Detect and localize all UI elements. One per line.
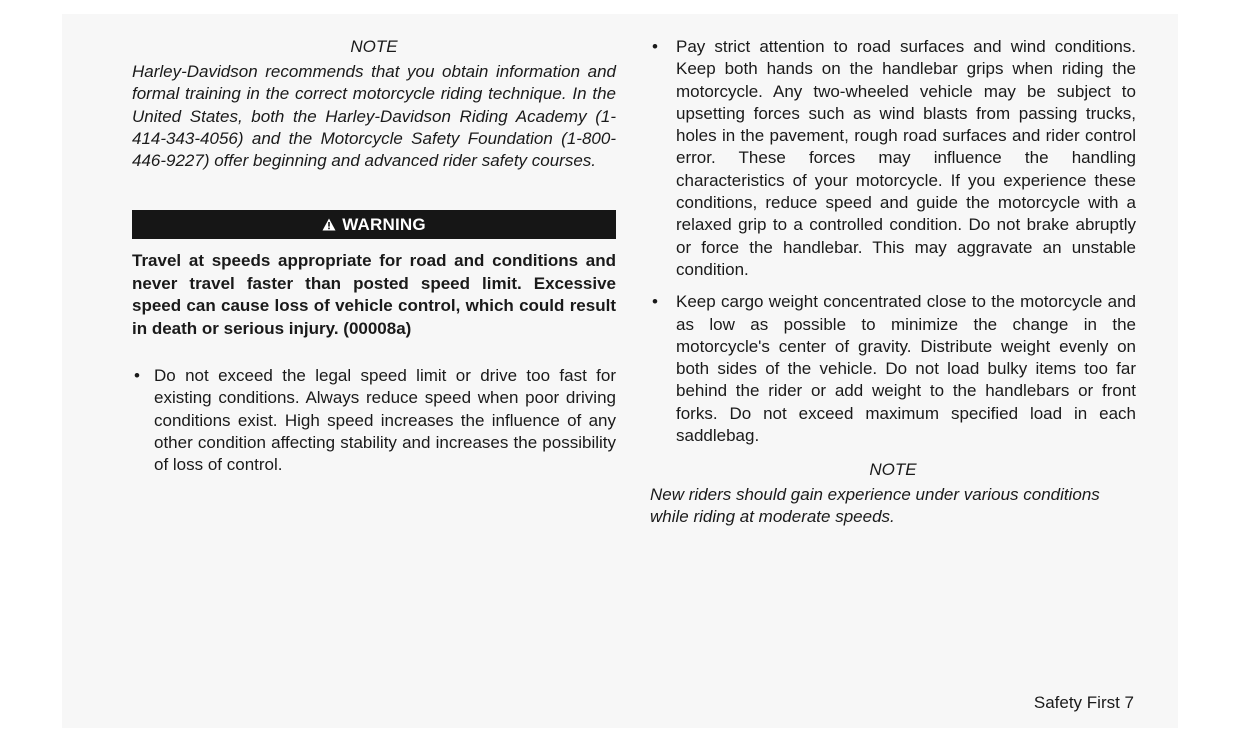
warning-triangle-icon — [322, 218, 336, 231]
warning-message: Travel at speeds appropriate for road and conditions and never travel faster than posted speed limit. Excessive speed can cause loss of vehicle control, which could result in death or serious injury. (00008a) — [132, 251, 616, 338]
list-item — [650, 291, 1136, 447]
bullet-icon: • — [652, 37, 658, 56]
note-heading: NOTE — [350, 37, 398, 56]
right-bullet-list — [650, 36, 1136, 447]
closing-note — [650, 459, 1136, 529]
note-body: Harley-Davidson recommends that you obtain information and formal training in the correct motorcycle riding technique. In the United States, both the Harley-Davidson Riding Academy (1-414-343-4056) and the Motorcycle Safety Foundation (1-800-446-9227) offer beginning and advanced rider safety courses. — [132, 62, 616, 171]
bullet-text: Keep cargo weight concentrated close to the motorcycle and as low as possible to minimize the change in the motorcycle's center of gravity. Distribute weight evenly on both sides of the vehicle. Do not load bulky items too far behind the rider or add weight to the handlebars or front forks. Do not exceed maximum specified load in each saddlebag. — [676, 292, 1136, 446]
note-body: New riders should gain experience under various conditions while riding at moderate speeds. — [650, 485, 1100, 527]
list-item — [650, 36, 1136, 281]
page-footer: Safety First 7 — [1033, 693, 1134, 712]
warning-label: WARNING — [342, 214, 426, 234]
manual-page — [62, 14, 1178, 728]
bullet-icon: • — [652, 292, 658, 312]
bullet-icon: • — [134, 366, 140, 385]
intro-note — [132, 36, 616, 172]
warning-banner — [132, 210, 616, 239]
bullet-text: Pay strict attention to road surfaces and wind conditions. Keep both hands on the handlebar grips when riding the motorcycle. Any two-wheeled vehicle may be subject to upsetting forces such as wind blasts from passing trucks, holes in the pavement, rough road surfaces and rider control error. These forces may influence the handling characteristics of your motorcycle. If you experience these conditions, reduce speed and guide the motorcycle with a relaxed grip to a controlled condition. Do not brake abruptly or force the handlebar. This may aggravate an unstable condition. — [676, 37, 1136, 279]
left-bullet-list — [132, 365, 616, 476]
note-heading: NOTE — [869, 460, 917, 479]
bullet-text: Do not exceed the legal speed limit or drive too fast for existing conditions. Always reduce speed when poor driving conditions exist. High speed increases the influence of any other condition affecting stability and increases the possibility of loss of control. — [154, 366, 616, 475]
list-item — [132, 365, 616, 476]
